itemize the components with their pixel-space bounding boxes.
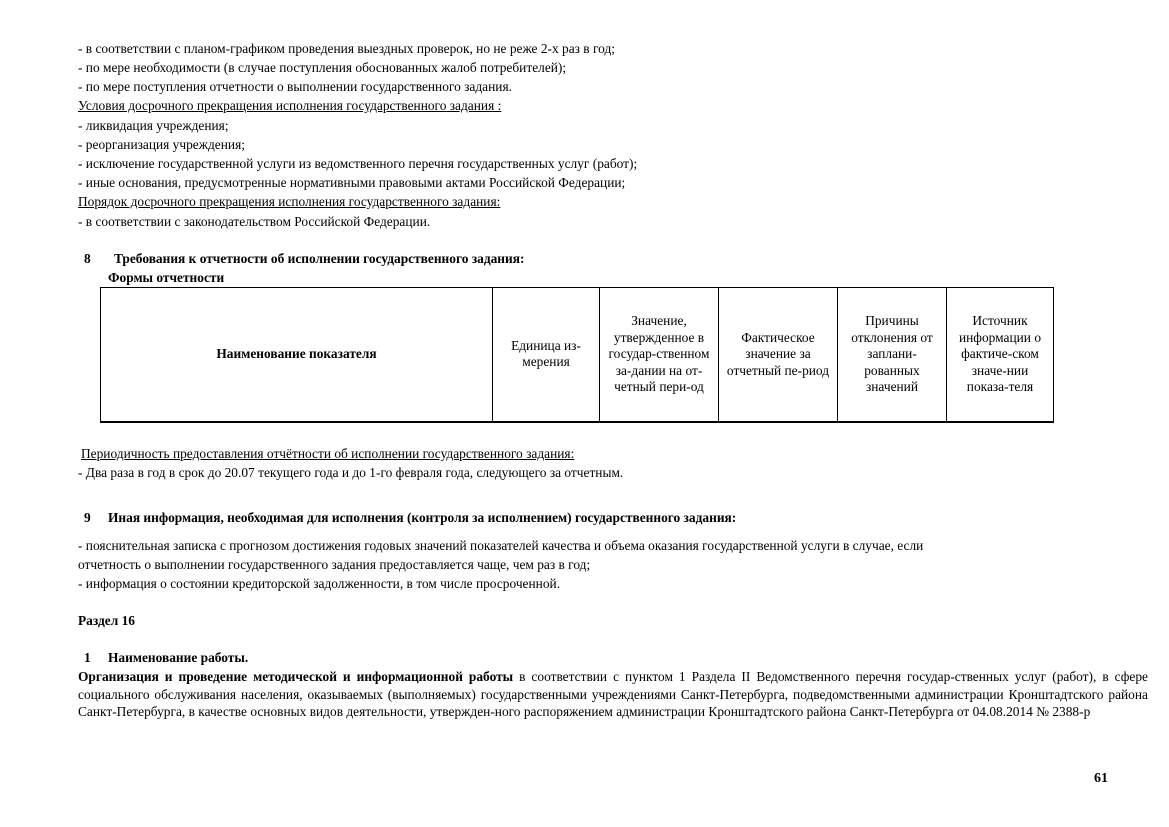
condition-item: - исключение государственной услуги из ведомственного перечня государственных услуг (работ);	[78, 156, 638, 171]
page-number: 61	[1094, 771, 1108, 786]
control-item: - в соответствии с планом-графиком проведения выездных проверок, но не реже 2-х раз в год;	[78, 41, 615, 56]
table-header-cell: Источник информации о фактиче-ском значе-нии показа-теля	[947, 288, 1054, 422]
section-number: 9	[84, 510, 91, 525]
table-header-cell: Фактическое значение за отчетный пе-риод	[719, 288, 838, 422]
info-item: - информация о состоянии кредиторской задолженности, в том числе просроченной.	[78, 576, 561, 591]
section-number: 8	[84, 251, 91, 266]
item-title: Наименование работы.	[108, 650, 249, 665]
section-title: Иная информация, необходимая для исполнения (контроля за исполнением) государственного задания:	[108, 510, 737, 525]
section-8-heading	[84, 250, 524, 267]
table-header-cell: Наименование показателя	[101, 288, 493, 422]
section-title: Требования к отчетности об исполнении государственного задания:	[114, 251, 525, 266]
periodicity-title: Периодичность предоставления отчётности об исполнении государственного задания:	[81, 446, 575, 461]
report-forms-subtitle: Формы отчетности	[108, 270, 225, 285]
work-name: Организация и проведение методической и информационной работы	[78, 669, 514, 684]
periodicity-text: - Два раза в год в срок до 20.07 текущего года и до 1-го февраля года, следующего за отчетным.	[78, 465, 624, 480]
early-termination-conditions-title: Условия досрочного прекращения исполнения государственного задания :	[78, 98, 502, 113]
info-item: отчетность о выполнении государственного задания предоставляется чаще, чем раз в год;	[78, 557, 591, 572]
early-termination-procedure-title: Порядок досрочного прекращения исполнения государственного задания:	[78, 194, 501, 209]
info-item: - пояснительная записка с прогнозом достижения годовых значений показателей качества и объема оказания государственной услуги в случае, если	[78, 538, 924, 553]
condition-item: - иные основания, предусмотренные нормативными правовыми актами Российской Федерации;	[78, 175, 626, 190]
report-form-table	[100, 287, 1054, 423]
work-description	[78, 668, 1148, 721]
table-header-cell: Причины отклонения от заплани-рованных значений	[838, 288, 947, 422]
work-name-heading	[84, 649, 248, 666]
control-item: - по мере необходимости (в случае поступления обоснованных жалоб потребителей);	[78, 60, 567, 75]
work-description-text: в соответствии с пунктом 1 Раздела II Ведомственного перечня государ-ственных услуг (работ), в сфере социального обслуживания населения, оказываемых (выполняемых) государственными учреждениями Санкт-Петербурга, подведомственными администрации Кронштадтского района Санкт-Петербурга, в качестве основных видов деятельности, утвержден-ного распоряжением администрации Кронштадтского района Санкт-Петербурга от 04.08.2014 № 2388-р	[78, 669, 1149, 719]
item-number: 1	[84, 650, 91, 665]
condition-item: - ликвидация учреждения;	[78, 118, 229, 133]
table-header-cell: Единица из-мерения	[493, 288, 600, 422]
procedure-item: - в соответствии с законодательством Российской Федерации.	[78, 214, 431, 229]
control-item: - по мере поступления отчетности о выполнении государственного задания.	[78, 79, 512, 94]
table-header-cell: Значение, утвержденное в государ-ственном за-дании на от-четный пери-од	[600, 288, 719, 422]
part-title: Раздел 16	[78, 613, 135, 628]
condition-item: - реорганизация учреждения;	[78, 137, 245, 152]
section-9-heading	[84, 509, 736, 526]
